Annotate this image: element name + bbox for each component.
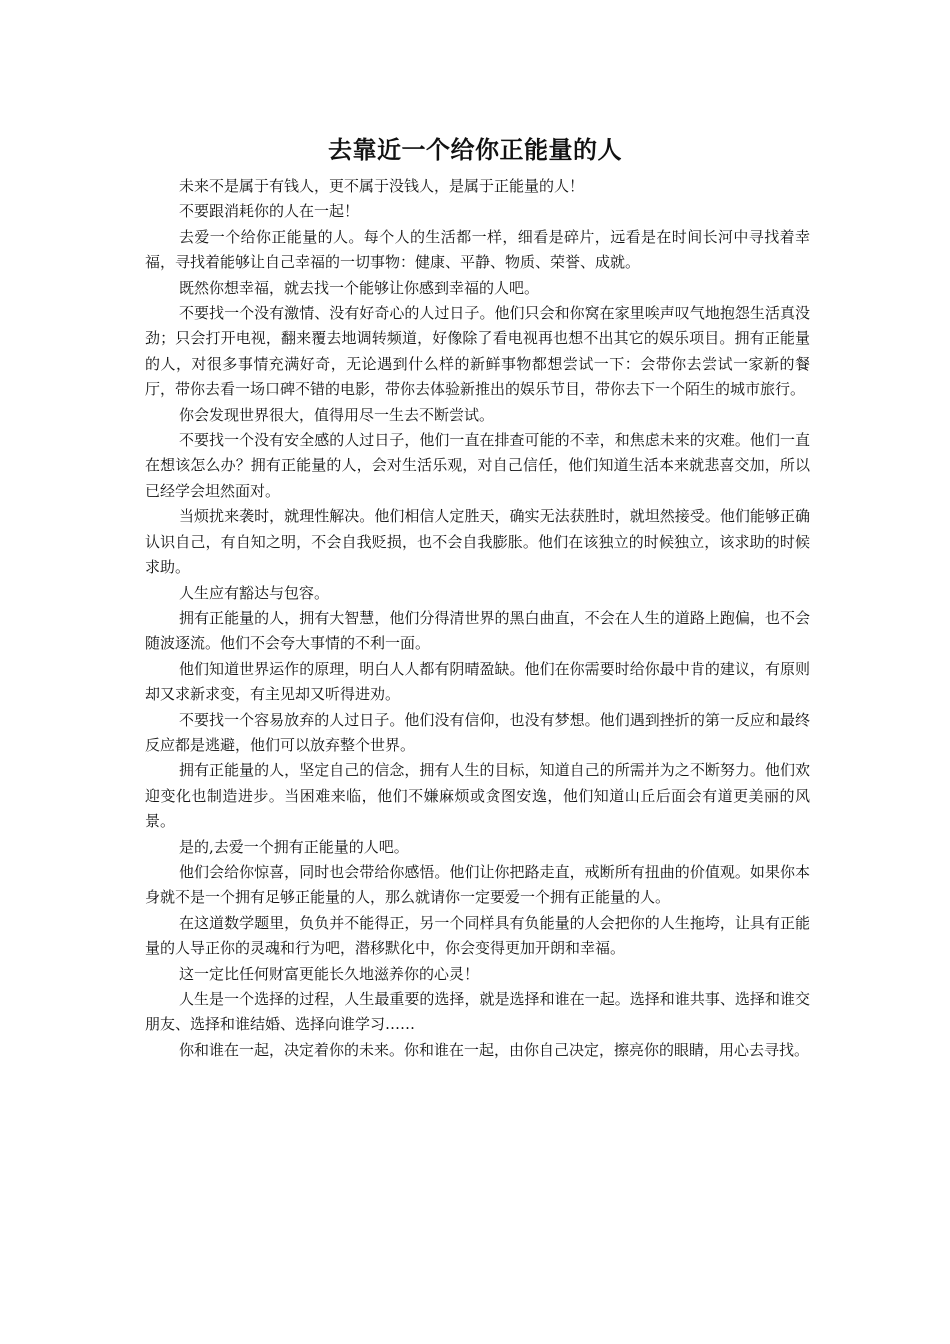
paragraph: 拥有正能量的人，坚定自己的信念，拥有人生的目标，知道自己的所需并为之不断努力。他们欢迎变化也制造进步。当困难来临，他们不嫌麻烦或贪图安逸，他们知道山丘后面会有道更美丽的风景。 <box>145 761 810 831</box>
paragraph: 你和谁在一起，决定着你的未来。你和谁在一起，由你自己决定，擦亮你的眼睛，用心去寻找。 <box>179 1040 810 1059</box>
paragraph: 这一定比任何财富更能长久地滋养你的心灵！ <box>179 964 480 983</box>
paragraph: 是的,去爱一个拥有正能量的人吧。 <box>179 837 409 856</box>
paragraph: 你会发现世界很大，值得用尽一生去不断尝试。 <box>179 405 495 424</box>
paragraph: 既然你想幸福，就去找一个能够让你感到幸福的人吧。 <box>179 278 540 297</box>
paragraph: 去爱一个给你正能量的人。每个人的生活都一样，细看是碎片，远看是在时间长河中寻找着幸福，寻找着能够让自己幸福的一切事物：健康、平静、物质、荣誉、成就。 <box>145 227 810 272</box>
document-body <box>145 174 810 1063</box>
paragraph: 人生应有豁达与包容。 <box>179 583 330 602</box>
paragraph: 拥有正能量的人，拥有大智慧，他们分得清世界的黑白曲直，不会在人生的道路上跑偏，也不会随波逐流。他们不会夸大事情的不利一面。 <box>145 608 810 653</box>
paragraph: 不要找一个没有激情、没有好奇心的人过日子。他们只会和你窝在家里唉声叹气地抱怨生活真没劲；只会打开电视，翻来覆去地调转频道，好像除了看电视再也想不出其它的娱乐项目。拥有正能量的人，对很多事情充满好奇，无论遇到什么样的新鲜事物都想尝试一下：会带你去尝试一家新的餐厅，带你去看一场口碑不错的电影，带你去体验新推出的娱乐节目，带你去下一个陌生的城市旅行。 <box>145 304 810 399</box>
paragraph: 他们会给你惊喜，同时也会带给你感悟。他们让你把路走直，戒断所有扭曲的价值观。如果你本身就不是一个拥有足够正能量的人，那么就请你一定要爱一个拥有正能量的人。 <box>145 862 810 907</box>
paragraph: 不要找一个没有安全感的人过日子，他们一直在排查可能的不幸，和焦虑未来的灾难。他们一直在想该怎么办？拥有正能量的人，会对生活乐观，对自己信任，他们知道生活本来就悲喜交加，所以已经学会坦然面对。 <box>145 431 810 500</box>
paragraph: 在这道数学题里，负负并不能得正，另一个同样具有负能量的人会把你的人生拖垮，让具有正能量的人导正你的灵魂和行为吧，潜移默化中，你会变得更加开朗和幸福。 <box>145 913 810 958</box>
document-title: 去靠近一个给你正能量的人 <box>328 136 622 164</box>
paragraph: 人生是一个选择的过程，人生最重要的选择，就是选择和谁在一起。选择和谁共事、选择和谁交朋友、选择和谁结婚、选择向谁学习…… <box>145 990 810 1034</box>
paragraph: 不要找一个容易放弃的人过日子。他们没有信仰，也没有梦想。他们遇到挫折的第一反应和最终反应都是逃避，他们可以放弃整个世界。 <box>145 710 810 754</box>
paragraph: 未来不是属于有钱人，更不属于没钱人，是属于正能量的人！ <box>179 177 585 195</box>
paragraph: 他们知道世界运作的原理，明白人人都有阴晴盈缺。他们在你需要时给你最中肯的建议，有原则却又求新求变，有主见却又听得进劝。 <box>145 659 810 704</box>
paragraph: 不要跟消耗你的人在一起！ <box>179 202 360 221</box>
paragraph: 当烦扰来袭时，就理性解决。他们相信人定胜天，确实无法获胜时，就坦然接受。他们能够正确认识自己，有自知之明，不会自我贬损，也不会自我膨胀。他们在该独立的时候独立，该求助的时候求助。 <box>145 507 810 577</box>
